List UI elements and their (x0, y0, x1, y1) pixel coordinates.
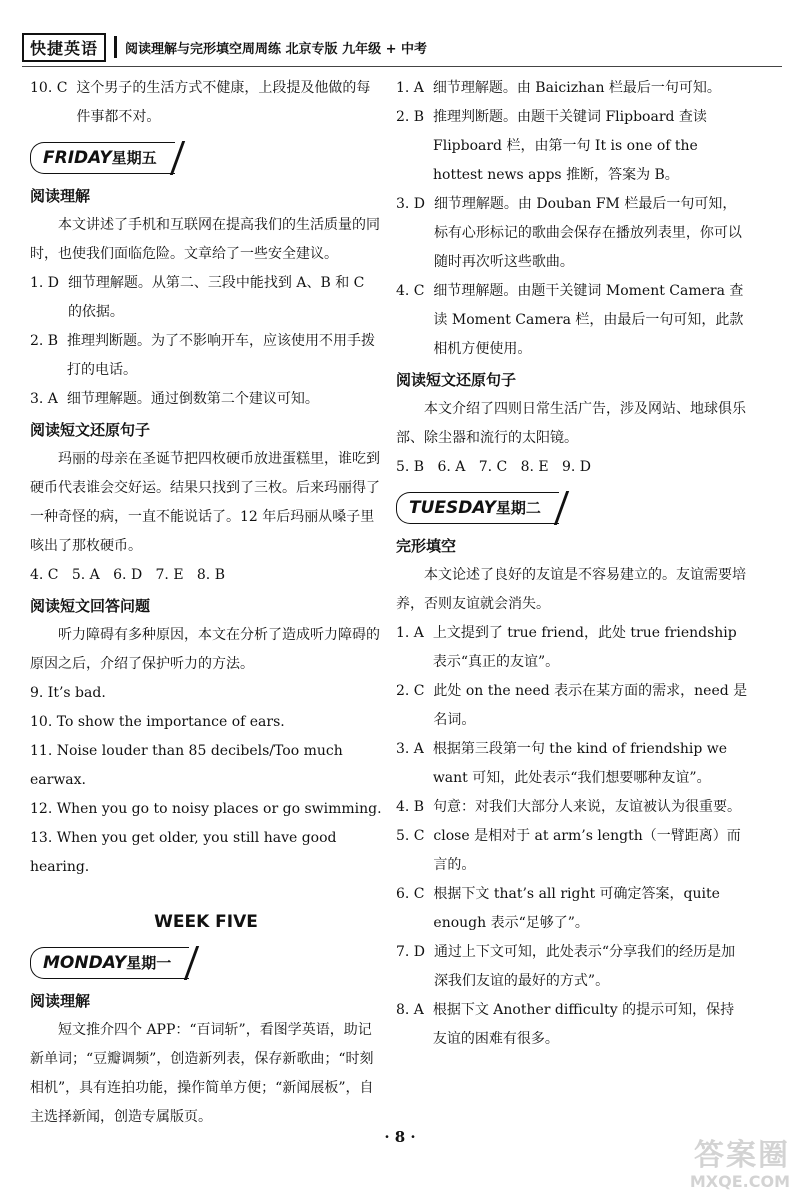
header-rule (22, 66, 782, 67)
answer-item (396, 822, 748, 880)
banner-slash (169, 141, 184, 175)
answer-number: 3. D (396, 196, 434, 212)
answer-number: 10. C (30, 80, 77, 96)
answer-explanation: 细节理解题。从第二、三段中能找到 A、B 和 C 的依据。 (67, 275, 365, 320)
day-banner-tuesday (396, 492, 559, 524)
answer-number: 2. B (30, 333, 67, 349)
answer-line: 5. B 6. A 7. C 8. E 9. D (396, 459, 591, 475)
answer-explanation: 这个男子的生活方式不健康，上段提及他做的每件事都不对。 (76, 80, 371, 125)
answer-item (396, 793, 748, 822)
section-title: 完形填空 (396, 537, 457, 555)
answer-item (396, 103, 748, 190)
section-intro: 本文论述了良好的友谊是不容易建立的。友谊需要培养，否则友谊就会消失。 (396, 567, 746, 612)
answer-item (30, 74, 382, 132)
section-title: 阅读短文回答问题 (30, 597, 151, 615)
answer-item (396, 277, 748, 364)
answer-explanation: close 是相对于 at arm’s length（一臂距离）而言的。 (433, 828, 741, 873)
day-label-en: TUESDAY (409, 498, 496, 518)
answer-number: 1. A (396, 625, 433, 641)
answer-explanation: 细节理解题。由题干关键词 Moment Camera 查读 Moment Camera 栏，由最后一句可知，此款相机方便使用。 (433, 283, 744, 357)
answer-explanation: 根据下文 Another difficulty 的提示可知，保持友谊的困难有很多。 (432, 1002, 735, 1047)
day-label-zh: 星期二 (495, 499, 541, 517)
day-banner-friday (30, 142, 175, 174)
section-intro: 短文推介四个 APP：“百词斩”，看图学英语，助记新单词；“豆瓣调频”，创造新列表，保存新歌曲；“时刻相机”，具有连拍功能，操作简单方便；“新闻展板”，自主选择新闻，创造专属版页。 (30, 1022, 374, 1125)
answer-item (396, 996, 748, 1054)
section-intro: 玛丽的母亲在圣诞节把四枚硬币放进蛋糕里，谁吃到硬币代表谁会交好运。结果只找到了三枚。后来玛丽得了一种奇怪的病，一直不能说话了。12 年后玛丽从嗓子里咳出了那枚硬币。 (30, 451, 380, 554)
answer-item (396, 74, 748, 103)
banner-slash (554, 491, 569, 525)
section-intro: 本文讲述了手机和互联网在提高我们的生活质量的同时，也使我们面临危险。文章给了一些安全建议。 (30, 217, 380, 262)
answer-item (30, 269, 382, 327)
day-label-en: MONDAY (43, 953, 127, 973)
answer-number: 8. A (396, 1002, 433, 1018)
section-title: 阅读短文还原句子 (396, 371, 517, 389)
header-separator (114, 36, 117, 58)
section-title: 阅读理解 (30, 992, 91, 1010)
answer-explanation: 根据第三段第一句 the kind of friendship we want 可知，此处表示“我们想要哪种友谊”。 (432, 741, 728, 786)
section-intro: 本文介绍了四则日常生活广告，涉及网站、地球俱乐部、除尘器和流行的太阳镜。 (396, 401, 746, 446)
answer-number: 2. C (396, 683, 434, 699)
day-banner-monday (30, 947, 189, 979)
answer-number: 4. B (396, 799, 433, 815)
answer-line: 4. C 5. A 6. D 7. E 8. B (30, 567, 225, 583)
brand-logo: 快捷英语 (22, 33, 106, 62)
watermark-url: MXQE.COM (689, 1172, 790, 1191)
answer-explanation: 句意：对我们大部分人来说，友谊被认为很重要。 (433, 799, 741, 815)
answer-item (30, 385, 382, 414)
answer-explanation: 根据下文 that’s all right 可确定答案，quite enough 表示“足够了”。 (433, 886, 720, 931)
answer-explanation: 细节理解题。由 Baicizhan 栏最后一句可知。 (432, 80, 721, 96)
answer-number: 6. C (396, 886, 434, 902)
watermark-logo (660, 1140, 790, 1198)
answer-item (396, 880, 748, 938)
answer-item (396, 190, 748, 277)
qa-answer: 9. It’s bad. (30, 685, 106, 701)
answer-number: 3. A (396, 741, 433, 757)
page-header (22, 30, 782, 64)
answer-number: 4. C (396, 283, 434, 299)
answer-number: 3. A (30, 391, 67, 407)
answer-number: 1. A (396, 80, 433, 96)
banner-slash (184, 946, 199, 980)
answer-explanation: 推理判断题。由题干关键词 Flipboard 查读 Flipboard 栏，由第一句 It is one of the hottest news apps 推断，答案为 B。 (433, 109, 707, 183)
day-label-en: FRIDAY (43, 148, 112, 168)
answer-explanation: 上文提到了 true friend，此处 true friendship 表示“真正的友谊”。 (432, 625, 737, 670)
answer-item (396, 938, 748, 996)
qa-answer: 11. Noise louder than 85 decibels/Too much earwax. (30, 743, 343, 788)
answer-explanation: 通过上下文可知，此处表示“分享我们的经历是加深我们友谊的最好的方式”。 (433, 944, 736, 989)
left-column (30, 74, 382, 1132)
watermark-text: 答案圈 (694, 1138, 790, 1173)
answer-number: 2. B (396, 109, 433, 125)
section-title: 阅读理解 (30, 187, 91, 205)
answer-explanation: 细节理解题。通过倒数第二个建议可知。 (66, 391, 319, 407)
answer-explanation: 推理判断题。为了不影响开车，应该使用不用手拨打的电话。 (67, 333, 375, 378)
answer-item (30, 327, 382, 385)
day-label-zh: 星期一 (126, 954, 172, 972)
section-intro: 听力障碍有多种原因，本文在分析了造成听力障碍的原因之后，介绍了保护听力的方法。 (30, 627, 380, 672)
answer-explanation: 细节理解题。由 Douban FM 栏最后一句可知，标有心形标记的歌曲会保存在播放列表里，你可以随时再次听这些歌曲。 (433, 196, 742, 270)
answer-item (396, 619, 748, 677)
answer-item (396, 735, 748, 793)
page-number: · 8 · (384, 1128, 416, 1146)
qa-answer: 10. To show the importance of ears. (30, 714, 285, 730)
day-label-zh: 星期五 (111, 149, 157, 167)
section-title: 阅读短文还原句子 (30, 421, 151, 439)
qa-answer: 12. When you go to noisy places or go swimming. (30, 801, 382, 817)
qa-answer: 13. When you get older, you still have good hearing. (30, 830, 337, 875)
answer-explanation: 此处 on the need 表示在某方面的需求，need 是名词。 (433, 683, 748, 728)
right-column (396, 74, 748, 1054)
header-subtitle: 阅读理解与完形填空周周练 北京专版 九年级 + 中考 (125, 41, 428, 57)
week-title: WEEK FIVE (154, 912, 258, 932)
answer-number: 1. D (30, 275, 68, 291)
answer-number: 5. C (396, 828, 434, 844)
answer-number: 7. D (396, 944, 434, 960)
answer-item (396, 677, 748, 735)
